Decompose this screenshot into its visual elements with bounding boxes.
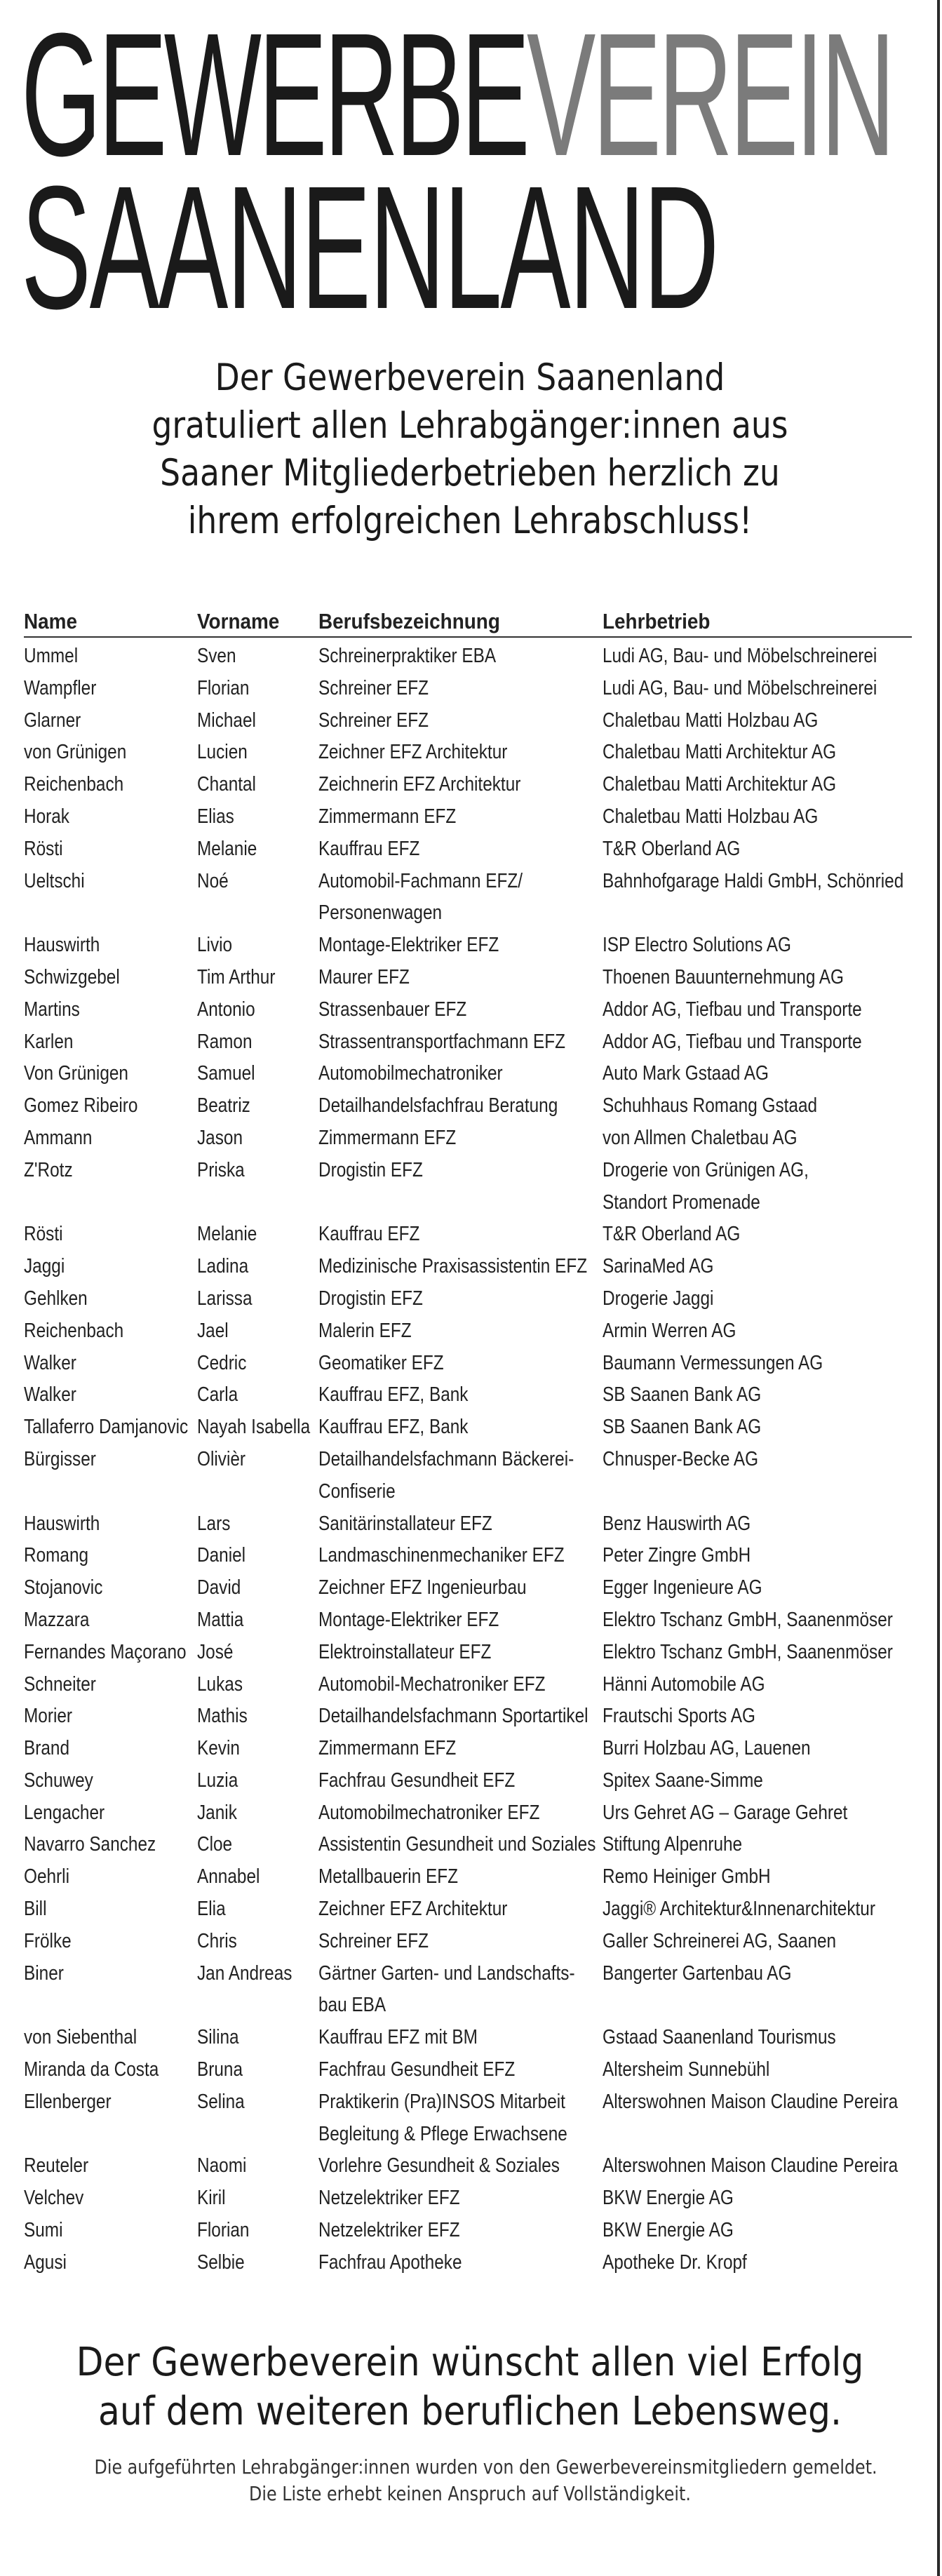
cell-beruf: Strassenbauer EFZ (318, 998, 467, 1021)
disclaimer (28, 2454, 912, 2507)
cell-name: Gehlken (24, 1287, 88, 1310)
cell-beruf: Zimmermann EFZ (318, 1737, 457, 1760)
table-row (24, 640, 912, 673)
cell-vorname: David (197, 1576, 241, 1599)
cell-vorname: Beatriz (197, 1094, 250, 1118)
table-row (24, 930, 912, 962)
cell-vorname: Janik (197, 1801, 237, 1824)
table-row (24, 1765, 912, 1797)
table-row (24, 1926, 912, 1958)
cell-lehrbetrieb: Chaletbau Matti Architektur AG (603, 773, 837, 796)
cell-name: Biner (24, 1961, 64, 1985)
table-row (24, 1700, 912, 1733)
cell-vorname: Lucien (197, 741, 248, 764)
cell-name: Schwizgebel (24, 965, 120, 988)
table-row (24, 1026, 912, 1059)
intro-line: Der Gewerbeverein Saanenland (215, 356, 725, 399)
table-row (24, 994, 912, 1026)
cell-vorname: Cedric (197, 1351, 247, 1374)
cell-vorname: Noé (197, 869, 229, 892)
table-row (24, 1411, 912, 1444)
cell-vorname: Luzia (197, 1769, 238, 1792)
table-row (24, 1508, 912, 1541)
cell-lehrbetrieb: BKW Energie AG (603, 2219, 734, 2242)
cell-lehrbetrieb: von Allmen Chaletbau AG (603, 1126, 798, 1149)
cell-name: Tallaferro Damjanovic (24, 1416, 189, 1439)
cell-name: Sumi (24, 2219, 63, 2242)
cell-vorname: Larissa (197, 1287, 253, 1310)
logo-line-1 (21, 0, 892, 192)
cell-name: von Grünigen (24, 741, 127, 764)
cell-lehrbetrieb: Bangerter Gartenbau AG (603, 1961, 792, 1985)
cell-beruf: Automobilmechatroniker EFZ (318, 1801, 540, 1824)
cell-name: Oehrli (24, 1865, 69, 1889)
cell-name: Miranda da Costa (24, 2058, 159, 2081)
cell-name: Lengacher (24, 1801, 105, 1824)
cell-vorname: Jael (197, 1319, 229, 1342)
table-row (24, 801, 912, 833)
cell-lehrbetrieb: Schuhhaus Romang Gstaad (603, 1094, 818, 1118)
table-header (24, 607, 912, 638)
cell-lehrbetrieb: Bahnhofgarage Haldi GmbH, Schönried (603, 869, 904, 892)
cell-name: Ammann (24, 1126, 93, 1149)
cell-lehrbetrieb: ISP Electro Solutions AG (603, 934, 792, 957)
table-row (24, 897, 912, 930)
cell-vorname: Lukas (197, 1672, 243, 1696)
logo-word-verein: VEREIN (526, 0, 892, 192)
cell-lehrbetrieb: Ludi AG, Bau- und Möbelschreinerei (603, 645, 877, 667)
cell-name: Schneiter (24, 1672, 96, 1696)
cell-vorname: Kiril (197, 2187, 226, 2210)
cell-beruf: Automobil-Fachmann EFZ/ (318, 869, 523, 892)
cell-vorname: Jan Andreas (197, 1961, 292, 1985)
cell-beruf: Detailhandelsfachfrau Beratung (318, 1094, 558, 1118)
cell-vorname: Ramon (197, 1030, 253, 1053)
cell-vorname: Ladina (197, 1255, 249, 1278)
cell-beruf: Zeichner EFZ Architektur (318, 741, 508, 764)
cell-beruf: Sanitärinstallateur EFZ (318, 1512, 492, 1535)
table-row (24, 1637, 912, 1669)
table-row (24, 1122, 912, 1155)
cell-lehrbetrieb: Gstaad Saanenland Tourismus (603, 2026, 836, 2049)
cell-name: Z'Rotz (24, 1158, 73, 1181)
graduates-table (24, 607, 912, 2279)
cell-name: Brand (24, 1737, 70, 1760)
cell-beruf: Praktikerin (Pra)INSOS Mitarbeit (318, 2090, 565, 2113)
cell-name: Ellenberger (24, 2090, 112, 2113)
cell-beruf: Netzelektriker EFZ (318, 2219, 460, 2242)
cell-lehrbetrieb: Stiftung Alpenruhe (603, 1833, 743, 1856)
cell-beruf: Gärtner Garten- und Landschafts- (318, 1961, 575, 1985)
cell-lehrbetrieb: Chaletbau Matti Architektur AG (603, 741, 837, 764)
table-row (24, 1540, 912, 1572)
cell-vorname: Florian (197, 2219, 250, 2242)
cell-beruf: Malerin EFZ (318, 1319, 412, 1342)
table-row (24, 2086, 912, 2119)
cell-beruf: Fachfrau Apotheke (318, 2250, 462, 2274)
table-row (24, 2182, 912, 2215)
cell-beruf: Montage-Elektriker EFZ (318, 1608, 499, 1631)
cell-lehrbetrieb: Baumann Vermessungen AG (603, 1351, 823, 1374)
cell-name: Karlen (24, 1030, 74, 1053)
cell-vorname: Silina (197, 2026, 239, 2049)
cell-beruf: Schreiner EFZ (318, 676, 429, 699)
table-body (24, 638, 912, 2279)
cell-lehrbetrieb: Drogerie Jaggi (603, 1287, 714, 1310)
disclaimer-line: Die Liste erhebt keinen Anspruch auf Vollständigkeit. (249, 2482, 691, 2505)
table-row (24, 1315, 912, 1348)
cell-beruf: Kauffrau EFZ, Bank (318, 1416, 469, 1439)
table-row (24, 769, 912, 801)
cell-vorname: Elias (197, 805, 234, 828)
cell-vorname: Kevin (197, 1737, 240, 1760)
table-row (24, 866, 912, 898)
cell-lehrbetrieb: Alterswohnen Maison Claudine Pereira (603, 2154, 899, 2178)
table-row (24, 1733, 912, 1765)
cell-beruf: Begleitung & Pflege Erwachsene (318, 2122, 567, 2145)
cell-name: Bürgisser (24, 1447, 96, 1470)
cell-beruf: Schreiner EFZ (318, 709, 429, 732)
cell-lehrbetrieb: Drogerie von Grünigen AG, (603, 1158, 809, 1181)
table-row (24, 1893, 912, 1926)
right-border-rule (937, 0, 940, 2576)
cell-name: Mazzara (24, 1608, 90, 1631)
cell-lehrbetrieb: Addor AG, Tiefbau und Transporte (603, 1030, 862, 1053)
table-row (24, 2215, 912, 2247)
cell-vorname: Michael (197, 709, 256, 732)
cell-beruf: Schreiner EFZ (318, 1929, 429, 1952)
table-row (24, 1669, 912, 1701)
cell-beruf: Schreinerpraktiker EBA (318, 645, 497, 667)
header-berufsbezeichnung: Berufsbezeichnung (318, 609, 500, 633)
cell-lehrbetrieb: Remo Heiniger GmbH (603, 1865, 771, 1889)
cell-beruf: bau EBA (318, 1994, 386, 2017)
cell-vorname: Mattia (197, 1608, 244, 1631)
cell-lehrbetrieb: Elektro Tschanz GmbH, Saanenmöser (603, 1640, 893, 1663)
cell-name: Navarro Sanchez (24, 1833, 156, 1856)
cell-beruf: Zeichner EFZ Architektur (318, 1898, 508, 1921)
cell-beruf: Kauffrau EFZ, Bank (318, 1383, 469, 1407)
cell-lehrbetrieb: Egger Ingenieure AG (603, 1576, 762, 1599)
cell-lehrbetrieb: Hänni Automobile AG (603, 1672, 765, 1696)
cell-lehrbetrieb: Galler Schreinerei AG, Saanen (603, 1929, 837, 1952)
cell-vorname: Jason (197, 1126, 243, 1149)
cell-name: Romang (24, 1544, 89, 1567)
cell-beruf: Zimmermann EFZ (318, 1126, 457, 1149)
cell-vorname: Tim Arthur (197, 965, 276, 988)
cell-vorname: Carla (197, 1383, 238, 1407)
closing-line: auf dem weiteren beruflichen Lebensweg. (98, 2389, 842, 2434)
table-row (24, 1379, 912, 1411)
logo-word-saanenland: SAANENLAND (21, 149, 718, 345)
cell-beruf: Maurer EFZ (318, 965, 410, 988)
cell-lehrbetrieb: Auto Mark Gstaad AG (603, 1062, 769, 1085)
cell-lehrbetrieb: SarinaMed AG (603, 1255, 714, 1278)
cell-beruf: Geomatiker EFZ (318, 1351, 444, 1374)
cell-vorname: Naomi (197, 2154, 247, 2178)
cell-beruf: Detailhandelsfachmann Sportartikel (318, 1705, 588, 1728)
table-row (24, 673, 912, 705)
cell-name: Agusi (24, 2250, 67, 2274)
cell-lehrbetrieb: Spitex Saane-Simme (603, 1769, 763, 1792)
header-vorname: Vorname (197, 609, 280, 633)
cell-lehrbetrieb: Standort Promenade (603, 1190, 760, 1214)
table-row (24, 1572, 912, 1604)
cell-beruf: Detailhandelsfachmann Bäckerei- (318, 1447, 574, 1470)
cell-lehrbetrieb: SB Saanen Bank AG (603, 1416, 762, 1439)
cell-name: Velchev (24, 2187, 84, 2210)
cell-name: von Siebenthal (24, 2026, 137, 2049)
table-row (24, 1861, 912, 1893)
table-row (24, 737, 912, 769)
table-row (24, 1090, 912, 1122)
cell-beruf: Fachfrau Gesundheit EFZ (318, 2058, 516, 2081)
cell-lehrbetrieb: Elektro Tschanz GmbH, Saanenmöser (603, 1608, 893, 1631)
cell-beruf: Drogistin EFZ (318, 1158, 423, 1181)
table-row (24, 1958, 912, 1990)
table-row (24, 1283, 912, 1315)
cell-vorname: Melanie (197, 1223, 257, 1246)
cell-name: Von Grünigen (24, 1062, 128, 1085)
cell-beruf: Montage-Elektriker EFZ (318, 934, 499, 957)
cell-beruf: Assistentin Gesundheit und Soziales (318, 1833, 596, 1856)
cell-vorname: Chantal (197, 773, 256, 796)
cell-lehrbetrieb: Addor AG, Tiefbau und Transporte (603, 998, 862, 1021)
cell-beruf: Medizinische Praxisassistentin EFZ (318, 1255, 588, 1278)
cell-beruf: Automobilmechatroniker (318, 1062, 503, 1085)
cell-name: Walker (24, 1383, 76, 1407)
cell-name: Reuteler (24, 2154, 89, 2178)
cell-beruf: Zimmermann EFZ (318, 805, 457, 828)
cell-vorname: Daniel (197, 1544, 246, 1567)
cell-vorname: Chris (197, 1929, 237, 1952)
cell-beruf: Drogistin EFZ (318, 1287, 423, 1310)
cell-beruf: Zeichnerin EFZ Architektur (318, 773, 521, 796)
cell-beruf: Elektroinstallateur EFZ (318, 1640, 492, 1663)
cell-vorname: Nayah Isabella (197, 1416, 311, 1439)
cell-name: Hauswirth (24, 934, 100, 957)
cell-beruf: Metallbauerin EFZ (318, 1865, 459, 1889)
cell-name: Fernandes Maçorano (24, 1640, 187, 1663)
cell-name: Ummel (24, 645, 79, 667)
table-row (24, 1990, 912, 2022)
logo (21, 0, 912, 345)
cell-vorname: Annabel (197, 1865, 260, 1889)
cell-lehrbetrieb: T&R Oberland AG (603, 1223, 741, 1246)
cell-name: Martins (24, 998, 80, 1021)
cell-lehrbetrieb: BKW Energie AG (603, 2187, 734, 2210)
cell-beruf: Kauffrau EFZ (318, 837, 420, 860)
table-row (24, 2150, 912, 2182)
cell-beruf: Kauffrau EFZ mit BM (318, 2026, 478, 2049)
cell-vorname: Selbie (197, 2250, 245, 2274)
table-row (24, 1219, 912, 1251)
logo-word-gewerbe: GEWERBE (21, 0, 527, 192)
table-row (24, 1797, 912, 1830)
cell-lehrbetrieb: Thoenen Bauunternehmung AG (603, 965, 845, 988)
intro-line: Saaner Mitgliederbetrieben herzlich zu (160, 452, 780, 495)
cell-vorname: Elia (197, 1898, 226, 1921)
cell-name: Reichenbach (24, 773, 124, 796)
intro-line: ihrem erfolgreichen Lehrabschluss! (187, 499, 753, 542)
cell-beruf: Confiserie (318, 1480, 396, 1503)
cell-lehrbetrieb: Burri Holzbau AG, Lauenen (603, 1737, 811, 1760)
cell-beruf: Automobil-Mechatroniker EFZ (318, 1672, 546, 1696)
table-row (24, 833, 912, 866)
cell-lehrbetrieb: Urs Gehret AG – Garage Gehret (603, 1801, 848, 1824)
cell-lehrbetrieb: Chnusper-Becke AG (603, 1447, 759, 1470)
table-row (24, 1476, 912, 1508)
cell-vorname: Cloe (197, 1833, 233, 1856)
cell-name: Rösti (24, 1223, 63, 1246)
intro-text (42, 354, 898, 545)
cell-name: Walker (24, 1351, 76, 1374)
cell-name: Ueltschi (24, 869, 85, 892)
cell-lehrbetrieb: Ludi AG, Bau- und Möbelschreinerei (603, 676, 877, 699)
cell-vorname: Selina (197, 2090, 245, 2113)
cell-lehrbetrieb: Frautschi Sports AG (603, 1705, 755, 1728)
cell-beruf: Fachfrau Gesundheit EFZ (318, 1769, 516, 1792)
table-row (24, 962, 912, 994)
cell-vorname: Melanie (197, 837, 257, 860)
cell-name: Morier (24, 1705, 73, 1728)
cell-name: Jaggi (24, 1255, 65, 1278)
cell-vorname: Samuel (197, 1062, 255, 1085)
cell-name: Bill (24, 1898, 47, 1921)
cell-vorname: Florian (197, 676, 250, 699)
cell-lehrbetrieb: Chaletbau Matti Holzbau AG (603, 709, 819, 732)
table-row (24, 1604, 912, 1637)
closing-line: Der Gewerbeverein wünscht allen viel Erfolg (76, 2340, 864, 2385)
cell-vorname: Priska (197, 1158, 245, 1181)
cell-name: Rösti (24, 837, 63, 860)
closing-text (28, 2338, 912, 2436)
disclaimer-line: Die aufgeführten Lehrabgänger:innen wurden von den Gewerbevereinsmitgliedern gemeldet. (94, 2455, 877, 2478)
cell-lehrbetrieb: Alterswohnen Maison Claudine Pereira (603, 2090, 899, 2113)
cell-name: Stojanovic (24, 1576, 103, 1599)
cell-lehrbetrieb: Apotheke Dr. Kropf (603, 2250, 747, 2274)
header-lehrbetrieb: Lehrbetrieb (603, 609, 711, 633)
cell-lehrbetrieb: Altersheim Sunnebühl (603, 2058, 770, 2081)
cell-beruf: Strassentransportfachmann EFZ (318, 1030, 566, 1053)
cell-name: Glarner (24, 709, 81, 732)
cell-vorname: Livio (197, 934, 233, 957)
header-name: Name (24, 609, 77, 633)
cell-name: Gomez Ribeiro (24, 1094, 138, 1118)
cell-name: Frölke (24, 1929, 72, 1952)
table-row (24, 1444, 912, 1476)
cell-name: Schuwey (24, 1769, 93, 1792)
table-row (24, 1829, 912, 1861)
intro-line: gratuliert allen Lehrabgänger:innen aus (152, 404, 788, 447)
table-row (24, 1155, 912, 1187)
cell-lehrbetrieb: Jaggi® Architektur&Innenarchitektur (603, 1898, 875, 1921)
cell-name: Reichenbach (24, 1319, 124, 1342)
table-row (24, 1058, 912, 1090)
cell-beruf: Zeichner EFZ Ingenieurbau (318, 1576, 527, 1599)
table-row (24, 2022, 912, 2054)
table-row (24, 2119, 912, 2151)
cell-lehrbetrieb: Armin Werren AG (603, 1319, 736, 1342)
cell-lehrbetrieb: Chaletbau Matti Holzbau AG (603, 805, 819, 828)
cell-vorname: Antonio (197, 998, 255, 1021)
cell-vorname: Lars (197, 1512, 231, 1535)
cell-lehrbetrieb: Peter Zingre GmbH (603, 1544, 751, 1567)
cell-beruf: Landmaschinenmechaniker EFZ (318, 1544, 565, 1567)
cell-name: Horak (24, 805, 69, 828)
table-row (24, 1187, 912, 1219)
table-row (24, 1348, 912, 1380)
cell-vorname: Sven (197, 645, 236, 667)
table-row (24, 2247, 912, 2279)
cell-beruf: Personenwagen (318, 901, 443, 925)
cell-beruf: Netzelektriker EFZ (318, 2187, 460, 2210)
cell-vorname: Mathis (197, 1705, 248, 1728)
cell-name: Hauswirth (24, 1512, 100, 1535)
cell-vorname: José (197, 1640, 234, 1663)
cell-vorname: Olivièr (197, 1447, 246, 1470)
cell-lehrbetrieb: Benz Hauswirth AG (603, 1512, 751, 1535)
table-row (24, 2054, 912, 2086)
cell-lehrbetrieb: T&R Oberland AG (603, 837, 741, 860)
cell-beruf: Vorlehre Gesundheit & Soziales (318, 2154, 560, 2178)
cell-lehrbetrieb: SB Saanen Bank AG (603, 1383, 762, 1407)
cell-beruf: Kauffrau EFZ (318, 1223, 420, 1246)
table-row (24, 1251, 912, 1283)
cell-name: Wampfler (24, 676, 97, 699)
cell-vorname: Bruna (197, 2058, 243, 2081)
table-row (24, 705, 912, 737)
